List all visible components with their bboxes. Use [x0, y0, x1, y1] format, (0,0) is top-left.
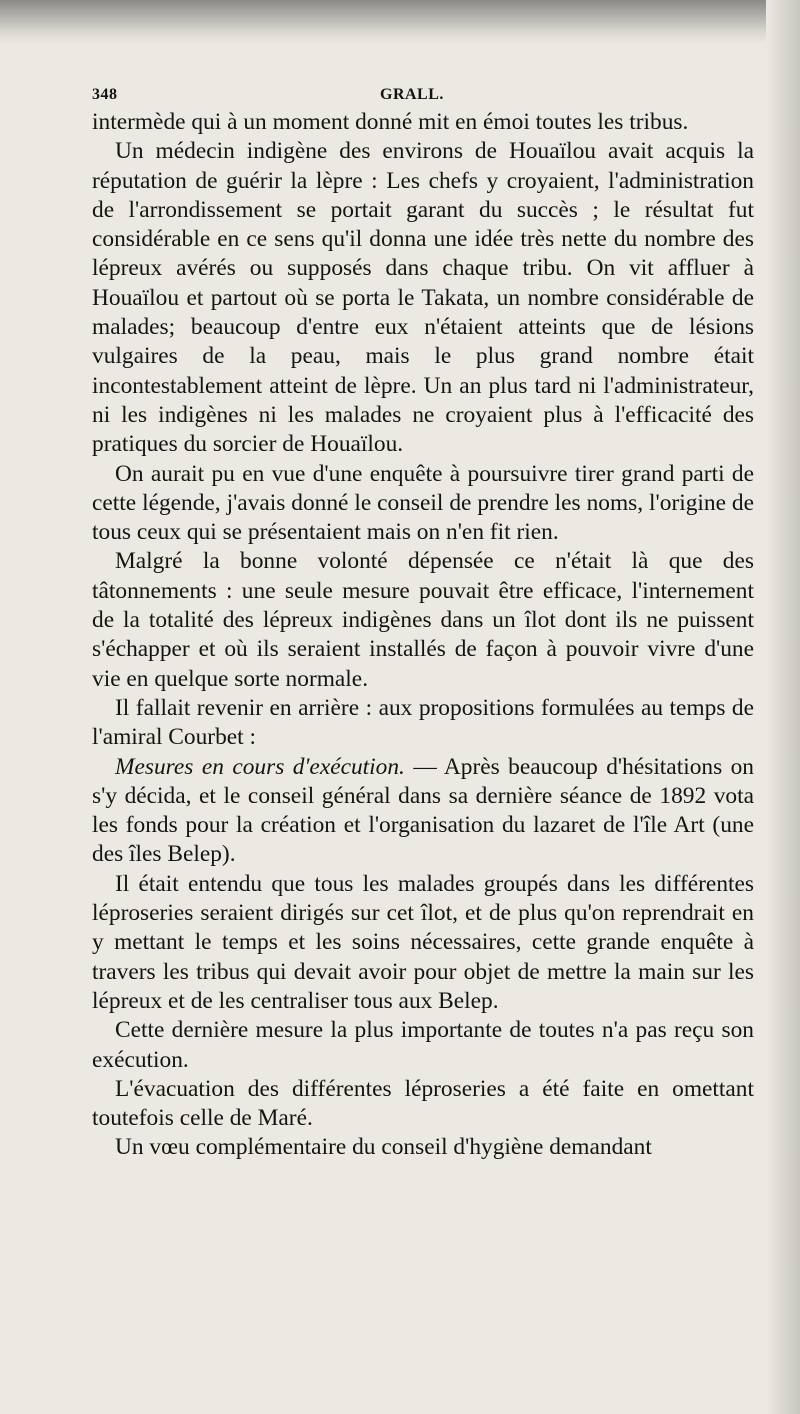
section-lead-text: — Après beaucoup d'hésitations on s'y décida, et le conseil général dans sa dernière séance de 1892 vota les fonds pour la création et l'organisation du lazaret de l'île Art (une des îles Belep).	[92, 753, 755, 868]
paragraph-evacuation: L'évacuation des différentes léproseries a été faite en omettant toutefois celle de Maré.	[92, 1075, 754, 1132]
scan-shadow-top	[0, 0, 800, 44]
paragraph-continuation: intermède qui à un moment donné mit en émoi toutes les tribus.	[92, 109, 689, 135]
book-page	[92, 82, 754, 1163]
scan-shadow-right	[766, 0, 800, 1414]
page-number: 348	[92, 86, 118, 103]
paragraph-belep-ilot: Il était entendu que tous les malades groupés dans les différentes léproseries seraient dirigés sur cet îlot, et de plus qu'on reprendrait en y mettant le temps et les soins nécessaires, cette grande enquête à travers les tribus qui devait avoir pour objet de mettre la main sur les lépreux et de les centraliser tous aux Belep.	[92, 870, 754, 1014]
paragraph-amiral-courbet: Il fallait revenir en arrière : aux propositions formulées au temps de l'amiral Courbet :	[92, 694, 754, 751]
section-lead-italic: Mesures en cours d'exécution.	[115, 753, 405, 780]
running-head	[92, 82, 754, 108]
paragraph-enquete: On aurait pu en vue d'une enquête à poursuivre tirer grand parti de cette légende, j'avais donné le conseil de prendre les noms, l'origine de tous ceux qui se présentaient mais on n'en fit rien.	[92, 460, 754, 546]
paragraph-derniere-mesure: Cette dernière mesure la plus importante de toutes n'a pas reçu son exécution.	[92, 1017, 754, 1073]
running-title: GRALL.	[380, 86, 444, 103]
paragraph-mesures-execution	[92, 753, 754, 870]
body-text	[92, 108, 754, 1163]
paragraph-medecin-indigene: Un médecin indigène des environs de Houaïlou avait acquis la réputation de guérir la lèpre : Les chefs y croyaient, l'administration de l'arrondissement se portait garant du succès ; le résultat fut considérable en ce sens qu'il donna une idée très nette du nombre des lépreux avérés ou supposés dans chaque tribu. On vit affluer à Houaïlou et partout où se porta le Takata, un nombre considérable de malades; beaucoup d'entre eux n'étaient atteints que de lésions vulgaires de la peau, mais le plus grand nombre était incontestablement atteint de lèpre. Un an plus tard ni l'administrateur, ni les indigènes ni les malades ne croyaient plus à l'efficacité des pratiques du sorcier de Houaïlou.	[92, 138, 754, 458]
paragraph-tatonnements: Malgré la bonne volonté dépensée ce n'était là que des tâtonnements : une seule mesure pouvait être efficace, l'internement de la totalité des lépreux indigènes dans un îlot dont ils ne puissent s'échapper et où ils seraient installés de façon à pouvoir vivre d'une vie en quelque sorte normale.	[92, 548, 754, 692]
paragraph-voeu: Un vœu complémentaire du conseil d'hygiène demandant	[115, 1134, 652, 1161]
